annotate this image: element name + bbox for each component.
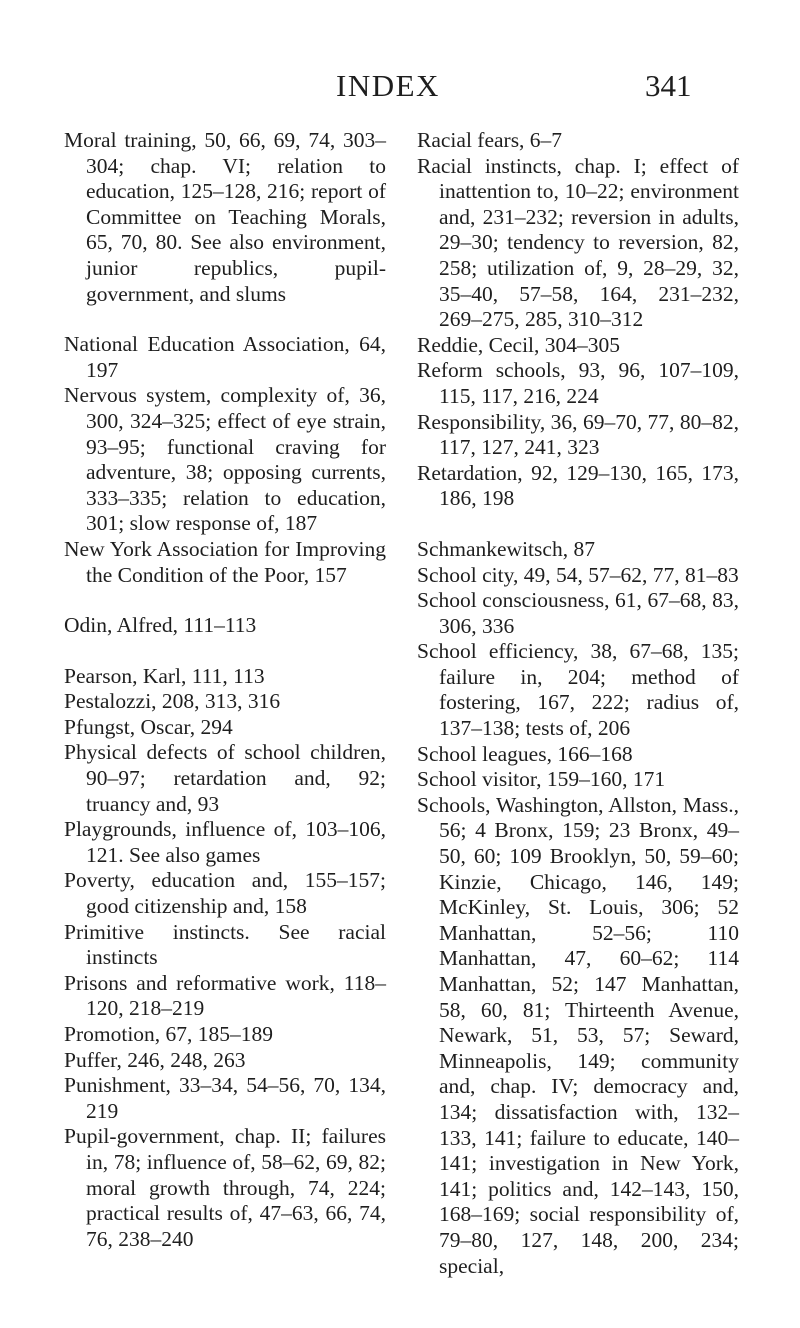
index-entry-punishment: Punishment, 33–34, 54–56, 70, 134, 219 (64, 1073, 386, 1123)
running-head (0, 66, 800, 106)
index-entry-school-visitor: School visitor, 159–160, 171 (417, 767, 666, 792)
index-entry-poverty: Poverty, education and, 155–157; good citizenship and, 158 (64, 868, 386, 919)
index-entry-school-leagues: School leagues, 166–168 (417, 741, 633, 766)
index-entry-pestalozzi: Pestalozzi, 208, 313, 316 (64, 689, 281, 714)
index-entry-responsibility: Responsibility, 36, 69–70, 77, 80–82, 117, 127, 241, 323 (417, 409, 739, 460)
index-entry-national-education-association: National Education Association, 64, 197 (64, 332, 386, 382)
index-entry-retardation: Retardation, 92, 129–130, 165, 173, 186, 198 (417, 460, 739, 511)
index-entry-racial-fears: Racial fears, 6–7 (417, 128, 563, 152)
index-entry-physical-defects: Physical defects of school children, 90–97; retardation and, 92; truancy and, 93 (64, 740, 386, 816)
index-entry-pearson: Pearson, Karl, 111, 113 (64, 663, 265, 688)
index-entry-playgrounds: Playgrounds, influence of, 103–106, 121. See also games (64, 817, 386, 867)
index-entry-school-city: School city, 49, 54, 57–62, 77, 81–83 (417, 562, 739, 587)
index-entry-prisons: Prisons and reformative work, 118–120, 218–219 (64, 970, 386, 1021)
index-entry-reddie: Reddie, Cecil, 304–305 (417, 332, 621, 357)
index-entry-school-consciousness: School consciousness, 61, 67–68, 83, 306, 336 (417, 588, 739, 638)
index-entry-schools: Schools, Washington, Allston, Mass., 56; 4 Bronx, 159; 23 Bronx, 49–50, 60; 109 Brooklyn, 50, 59–60; Kinzie, Chicago, 146, 149; McKinley, St. Louis, 306; 52 Manhattan, 52–56; 110 Manhattan, 47, 60–62; 114 Manhattan, 52; 147 Manhattan, 58, 60, 81; Thirteenth Avenue, Newark, 51, 53, 57; Seward, Minneapolis, 149; community and, chap. IV; democracy and, 134; dissatisfaction with, 132–133, 141; failure to educate, 140–141; investigation in New York, 141; politics and, 142–143, 150, 168–169; social responsibility of, 79–80, 127, 148, 200, 234; special, (417, 792, 739, 1278)
left-column (64, 128, 386, 1252)
index-entry-schmankewitsch: Schmankewitsch, 87 (417, 536, 595, 561)
index-entry-school-efficiency: School efficiency, 38, 67–68, 135; failure in, 204; method of fostering, 167, 222; radius of, 137–138; tests of, 206 (417, 639, 739, 741)
index-entry-racial-instincts: Racial instincts, chap. I; effect of inattention to, 10–22; environment and, 231–232; reversion in adults, 29–30; tendency to reversion, 82, 258; utilization of, 9, 28–29, 32, 35–40, 57–58, 164, 231–232, 269–275, 285, 310–312 (417, 153, 739, 332)
index-entry-puffer: Puffer, 246, 248, 263 (64, 1047, 246, 1072)
index-entry-new-york-association: New York Association for Improving the Condition of the Poor, 157 (64, 536, 386, 587)
page-title: INDEX (336, 68, 440, 103)
page-number: 341 (645, 68, 692, 103)
index-entry-nervous-system: Nervous system, complexity of, 36, 300, 324–325; effect of eye strain, 93–95; functional craving for adventure, 38; opposing currents, 333–335; relation to education, 301; slow response of, 187 (64, 383, 386, 536)
index-entry-pfungst: Pfungst, Oscar, 294 (64, 714, 233, 739)
index-entry-odin: Odin, Alfred, 111–113 (64, 613, 257, 638)
index-entry-pupil-government: Pupil-government, chap. II; failures in, 78; influence of, 58–62, 69, 82; moral growth through, 74, 224; practical results of, 47–63, 66, 74, 76, 238–240 (64, 1124, 386, 1251)
index-entry-promotion: Promotion, 67, 185–189 (64, 1022, 274, 1046)
right-column (417, 128, 739, 1279)
index-entry-primitive-instincts: Primitive instincts. See racial instincts (64, 919, 386, 970)
index-entry-moral-training: Moral training, 50, 66, 69, 74, 303–304; chap. VI; relation to education, 125–128, 216; report of Committee on Teaching Morals, 65, 70, 80. See also environment, junior republics, pupil-government, and slums (64, 128, 386, 306)
index-entry-reform-schools: Reform schools, 93, 96, 107–109, 115, 117, 216, 224 (417, 358, 739, 408)
